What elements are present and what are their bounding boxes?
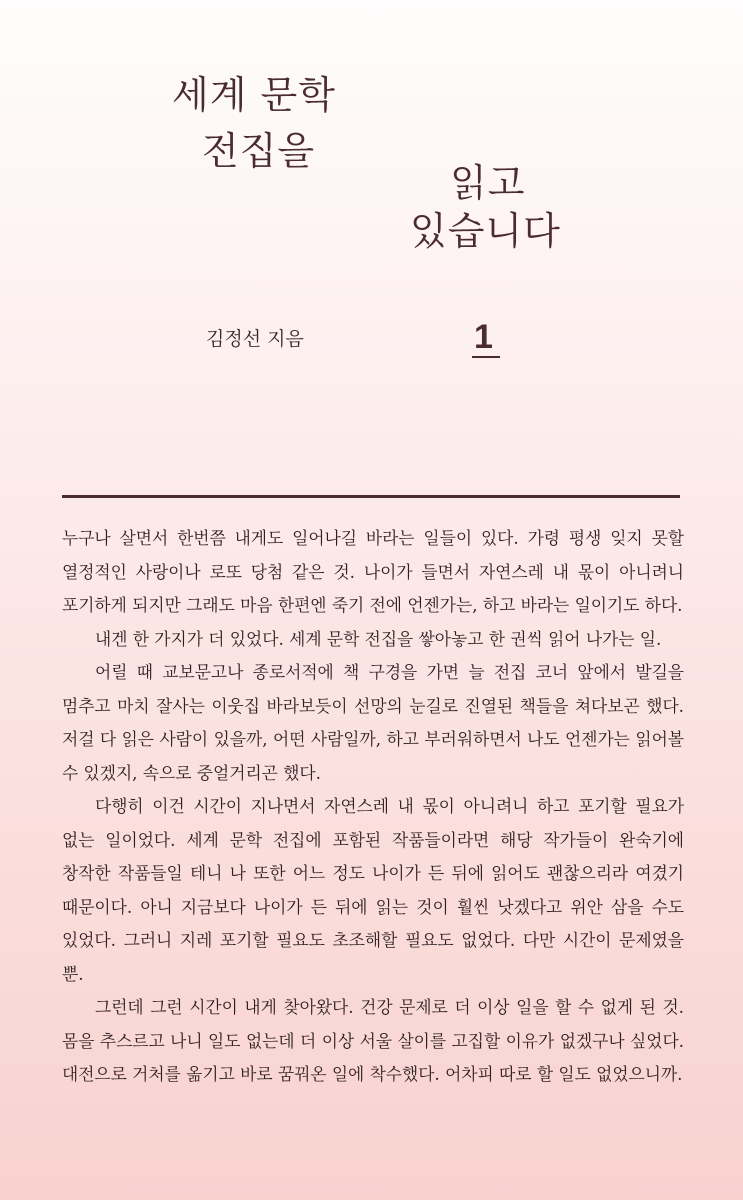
title-line-2: 전집을 — [202, 129, 316, 173]
author-credit: 김정선 지음 — [206, 328, 304, 350]
paragraph: 어릴 때 교보문고나 종로서적에 책 구경을 가면 늘 전집 코너 앞에서 발길을 멈추고 마치 잘사는 이웃집 바라보듯이 선망의 눈길로 진열된 책들을 쳐다보곤 했다. 저걸 다 읽은 사람이 있을까, 어떤 사람일까, 하고 부러워하면서 나도 언젠가는 읽어볼 수 있겠지, 속으로 중얼거리곤 했다. — [62, 662, 684, 783]
body-text — [62, 522, 684, 1092]
section-divider — [62, 495, 680, 498]
paragraph: 내겐 한 가지가 더 있었다. 세계 문학 전집을 쌓아놓고 한 권씩 읽어 나가는 일. — [95, 628, 662, 649]
title-line-3: 읽고 — [450, 161, 526, 205]
volume-underline — [472, 356, 500, 358]
title-line-1: 세계 문학 — [172, 73, 336, 117]
volume-number: 1 — [474, 318, 493, 356]
title-line-4: 있습니다 — [410, 209, 561, 253]
paragraph: 다행히 이건 시간이 지나면서 자연스레 내 몫이 아니려니 하고 포기할 필요가 없는 일이었다. 세계 문학 전집에 포함된 작품들이라면 해당 작가들이 완숙기에 창작한 작품들일 테니 나 또한 어느 정도 나이가 든 뒤에 읽어도 괜찮으리라 여겼기 때문이다. 아니 지금보다 나이가 든 뒤에 읽는 것이 훨씬 낫겠다고 위안 삼을 수도 있었다. 그러니 지레 포기할 필요도 초조해할 필요도 없었다. 다만 시간이 문제였을 뿐. — [62, 796, 684, 984]
paragraph: 그런데 그런 시간이 내게 찾아왔다. 건강 문제로 더 이상 일을 할 수 없게 된 것. 몸을 추스르고 나니 일도 없는데 더 이상 서울 살이를 고집할 이유가 없겠구나 싶었다. 대전으로 거처를 옮기고 바로 꿈꿔온 일에 착수했다. 어차피 따로 할 일도 없었으니까. — [62, 997, 684, 1084]
paragraph: 누구나 살면서 한번쯤 내게도 일어나길 바라는 일들이 있다. 가령 평생 잊지 못할 열정적인 사랑이나 로또 당첨 같은 것. 나이가 들면서 자연스레 내 몫이 아니려니 포기하게 되지만 그래도 마음 한편엔 죽기 전에 언젠가는, 하고 바라는 일이기도 하다. — [62, 528, 684, 615]
